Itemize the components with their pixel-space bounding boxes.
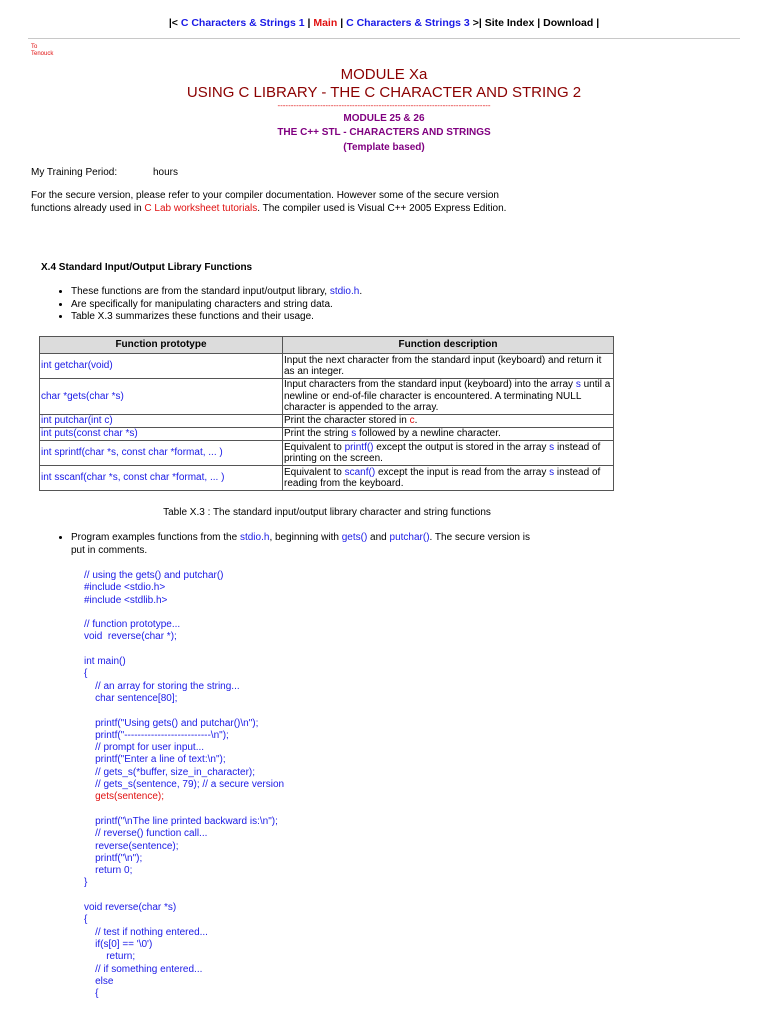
- prototype-cell: int putchar(int c): [40, 415, 283, 428]
- code-line: // gets_s(*buffer, size_in_character);: [84, 766, 256, 778]
- bullet-text: These functions are from the standard input/output library,: [71, 286, 330, 297]
- code-line: #include <stdio.h>: [84, 582, 166, 594]
- stdio-link[interactable]: stdio.h: [329, 286, 360, 297]
- nav-main-link[interactable]: Main: [313, 17, 338, 29]
- dash-divider: --------------------------------------------------------------------------------: [277, 101, 491, 110]
- nav-separator: |: [307, 17, 311, 29]
- page-title: USING C LIBRARY - THE C CHARACTER AND STRING 2: [186, 84, 582, 101]
- top-navigation: [0, 17, 768, 29]
- code-term: s: [575, 379, 581, 391]
- bullet-text: , beginning with: [269, 532, 342, 543]
- list-item: • Are specifically for manipulating characters and string data.: [71, 299, 362, 312]
- code-line: if(s[0] == '\0'): [84, 938, 153, 950]
- code-line: printf("\n");: [84, 852, 143, 864]
- section-heading: [41, 262, 252, 273]
- code-term: c: [409, 415, 415, 427]
- code-line: // function prototype...: [84, 619, 181, 631]
- module-heading: MODULE Xa: [340, 66, 428, 83]
- list-item: • Table X.3 summarizes these functions and their usage.: [71, 311, 362, 324]
- code-line: void reverse(char *s): [84, 902, 177, 914]
- functions-table: [39, 336, 614, 491]
- prototype-cell: int sprintf(char *s, const char *format, ... ): [40, 441, 283, 466]
- bullet-text: .: [359, 286, 363, 297]
- to-link-line1: To: [31, 44, 38, 50]
- bullet-list: [58, 286, 362, 324]
- description-text: except the input is read from the array: [375, 466, 550, 478]
- table-caption: Table X.3 : The standard input/output library character and string functions: [163, 507, 491, 518]
- code-term: scanf(): [344, 466, 376, 478]
- description-text: instead of reading from the keyboard.: [284, 466, 601, 489]
- code-term: printf(): [344, 441, 374, 453]
- table-row: [40, 466, 614, 491]
- code-line: // prompt for user input...: [84, 742, 205, 754]
- code-term: s: [351, 428, 357, 440]
- table-row: [40, 415, 614, 428]
- prototype-cell: int getchar(void): [40, 354, 283, 379]
- description-text: except the output is stored in the array: [373, 441, 550, 453]
- stdio-link[interactable]: stdio.h: [239, 532, 270, 543]
- intro-paragraph: [31, 189, 511, 215]
- code-line: }: [84, 877, 88, 889]
- code-term: putchar(): [389, 532, 430, 543]
- code-line: printf("--------------------------\n");: [84, 729, 229, 741]
- code-line: // reverse() function call...: [84, 828, 208, 840]
- code-listing: [84, 570, 284, 1000]
- nav-download-link[interactable]: Download: [543, 17, 594, 29]
- description-text: instead of printing on the screen.: [284, 441, 601, 464]
- code-line: reverse(sentence);: [84, 840, 179, 852]
- description-cell: [283, 415, 614, 428]
- horizontal-rule: [28, 38, 740, 39]
- description-text: until a newline or end-of-file character is encountered. A terminating NULL character is appended to the array.: [284, 379, 611, 414]
- bullet-text: . The secure version is put in comments.: [71, 532, 530, 556]
- bullet-text: and: [367, 532, 390, 543]
- code-line: // test if nothing entered...: [84, 926, 208, 938]
- section-title: X.4 Standard Input/Output Library Functions: [41, 262, 253, 273]
- table-row: [40, 379, 614, 415]
- list-item: [71, 532, 541, 557]
- code-line: printf("Enter a line of text:\n");: [84, 754, 226, 766]
- intro-text: For the secure version, please refer to your compiler documentation. However some of the secure version functions already used in: [31, 190, 499, 214]
- code-term: s: [549, 466, 555, 478]
- description-text: Input the next character from the standard input (keyboard) and return it as an integer.: [284, 354, 602, 377]
- training-period-label: My Training Period:: [31, 167, 118, 178]
- nav-separator: |: [596, 17, 600, 29]
- description-text: followed by a newline character.: [356, 428, 501, 440]
- code-term: gets(): [341, 532, 368, 543]
- code-line: char sentence[80];: [84, 692, 178, 704]
- description-text: Print the character stored in: [284, 415, 410, 427]
- code-line: // gets_s(sentence, 79); // a secure version: [84, 779, 285, 791]
- description-text: Equivalent to: [284, 441, 345, 453]
- table-header-row: [40, 337, 614, 354]
- code-line: [84, 804, 284, 816]
- nav-separator: |: [537, 17, 541, 29]
- code-line: [84, 705, 284, 717]
- bullet-text: Program examples functions from the: [71, 532, 240, 543]
- module-reference: MODULE 25 & 26: [343, 113, 425, 124]
- prototype-cell: int sscanf(char *s, const char *format, ... ): [40, 466, 283, 491]
- template-note: (Template based): [343, 142, 425, 153]
- code-term: s: [549, 441, 555, 453]
- code-line: int main(): [84, 656, 126, 668]
- table-row: [40, 354, 614, 379]
- nav-separator: |: [340, 17, 344, 29]
- description-cell: [283, 379, 614, 415]
- description-cell: [283, 441, 614, 466]
- training-period-value: hours: [153, 167, 179, 178]
- page-subtitle: THE C++ STL - CHARACTERS AND STRINGS: [277, 127, 491, 138]
- table-row: [40, 428, 614, 441]
- prototype-cell: int puts(const char *s): [40, 428, 283, 441]
- code-line: return 0;: [84, 865, 133, 877]
- column-header-prototype: Function prototype: [40, 337, 283, 354]
- code-line: gets(sentence);: [84, 791, 165, 803]
- code-line: {: [84, 988, 99, 1000]
- code-line: printf("Using gets() and putchar()\n");: [84, 717, 259, 729]
- code-line: void reverse(char *);: [84, 631, 177, 643]
- c-lab-worksheet-link[interactable]: C Lab worksheet tutorials: [144, 203, 258, 214]
- description-cell: [283, 466, 614, 491]
- intro-text-end: . The compiler used is Visual C++ 2005 Express Edition.: [257, 203, 507, 214]
- description-cell: [283, 354, 614, 379]
- to-link-line2: Tenouck: [31, 51, 54, 57]
- column-header-description: Function description: [283, 337, 614, 354]
- code-line: // using the gets() and putchar(): [84, 570, 224, 581]
- code-line: printf("\nThe line printed backward is:\n");: [84, 815, 278, 827]
- to-link[interactable]: [31, 44, 53, 58]
- nav-site-index-link[interactable]: Site Index: [484, 17, 535, 29]
- nav-next-link[interactable]: C Characters & Strings 3: [346, 17, 470, 29]
- code-line: {: [84, 914, 88, 926]
- description-cell: [283, 428, 614, 441]
- program-bullet-list: [58, 532, 541, 557]
- nav-last-marker: >|: [472, 17, 482, 29]
- code-line: {: [84, 668, 88, 680]
- list-item: [71, 286, 362, 299]
- code-line: else: [84, 975, 114, 987]
- description-text: Print the string: [284, 428, 352, 440]
- description-text: Equivalent to: [284, 466, 345, 478]
- code-line: [84, 890, 284, 902]
- nav-first-marker: |<: [168, 17, 178, 29]
- code-line: // an array for storing the string...: [84, 680, 240, 692]
- code-line: // if something entered...: [84, 963, 203, 975]
- prototype-cell: char *gets(char *s): [40, 379, 283, 415]
- description-text: .: [414, 415, 418, 427]
- code-line: [84, 607, 284, 619]
- table-row: [40, 441, 614, 466]
- description-text: Input characters from the standard input (keyboard) into the array: [284, 379, 576, 391]
- nav-prev-link[interactable]: C Characters & Strings 1: [180, 17, 305, 29]
- code-line: [84, 644, 284, 656]
- code-line: return;: [84, 951, 136, 963]
- code-line: #include <stdlib.h>: [84, 594, 168, 606]
